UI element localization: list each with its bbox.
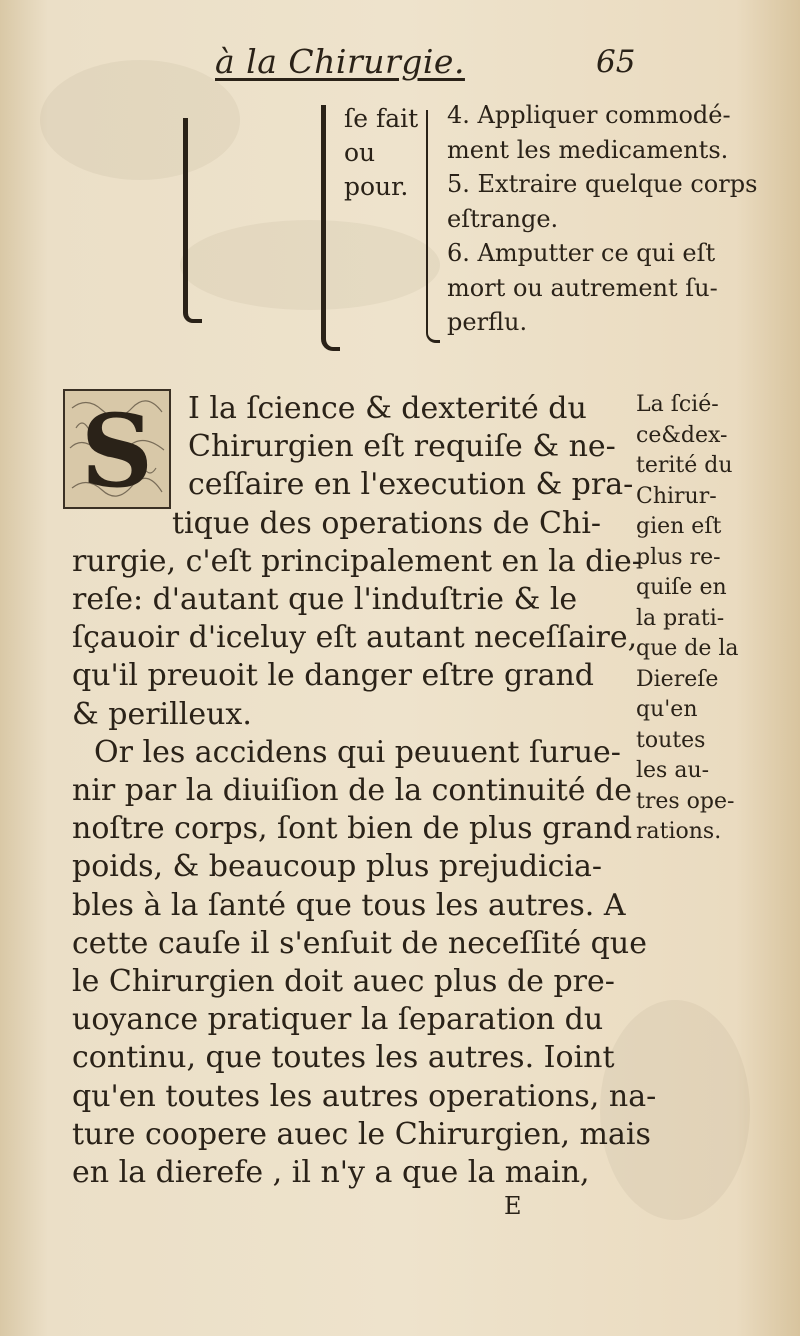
text-line: qu'en toutes les autres operations, na- [72, 1078, 657, 1114]
margin-line: plus re- [636, 544, 721, 570]
margin-line: toutes [636, 727, 706, 753]
signature-mark: E [504, 1192, 522, 1220]
text-line: tique des operations de Chi- [172, 505, 602, 541]
margin-line: terité du [636, 453, 733, 478]
middle-bracket-hook [321, 325, 340, 351]
middle-line: ou [344, 138, 376, 167]
margin-line: la prati- [636, 605, 725, 631]
text-line: bles à la ſanté que tous les autres. A [72, 887, 626, 923]
margin-line: que de la [636, 636, 739, 661]
text-line: rurgie, c'eſt principalement en la die- [72, 543, 642, 579]
text-line: poids, & beaucoup plus prejudicia- [72, 849, 603, 885]
text-line: reſe: d'autant que l'induſtrie & le [72, 582, 578, 618]
text-line: & perilleux. [72, 696, 252, 732]
text-line: Or les accidens qui peuuent ſurue- [94, 734, 621, 770]
marginal-note [636, 390, 786, 848]
text-line: qu'il preuoit le danger eſtre grand [72, 658, 594, 694]
text-line: ceſſaire en l'execution & pra- [188, 467, 634, 503]
paper-stain [40, 60, 240, 180]
text-line: continu, que toutes les autres. Ioint [72, 1040, 615, 1076]
text-line: ture coopere auec le Chirurgien, mais [72, 1116, 651, 1152]
margin-line: rations. [636, 819, 722, 844]
margin-line: La ſcié- [636, 392, 719, 417]
item-line: 6. Amputter ce qui eſt [447, 239, 716, 267]
margin-line: les au- [636, 758, 710, 783]
item-line: perflu. [447, 308, 528, 336]
middle-line: pour. [344, 172, 409, 201]
margin-line: tres ope- [636, 788, 735, 814]
item-line: 4. Appliquer commodé- [447, 101, 731, 129]
middle-bracket [321, 105, 326, 330]
inner-brace-hook [426, 320, 440, 343]
item-line: eſtrange. [447, 204, 559, 233]
text-line: ſçauoir d'iceluy eſt autant neceſſaire, [72, 620, 638, 656]
margin-line: Diereſe [636, 666, 719, 692]
margin-line: ce&dex- [636, 422, 728, 448]
main-paragraphs [72, 390, 657, 1192]
bracket-items [447, 98, 792, 340]
item-line: mort ou autrement ſu- [447, 273, 718, 302]
margin-line: gien eſt [636, 514, 722, 539]
bracket-middle-text [344, 102, 418, 204]
margin-line: Chirur- [636, 483, 717, 509]
text-line: le Chirurgien doit auec plus de pre- [72, 964, 615, 1000]
text-line: Chirurgien eſt requiſe & ne- [188, 429, 616, 465]
inner-brace [426, 110, 428, 330]
text-line: I la ſcience & dexterité du [188, 391, 587, 426]
running-header: à la Chirurgie. [215, 42, 465, 81]
margin-line: qu'en [636, 697, 698, 722]
item-line: ment les medicaments. [447, 135, 729, 164]
item-line: 5. Extraire quelque corps [447, 170, 758, 198]
text-line: uoyance pratiquer la ſeparation du [72, 1002, 604, 1038]
outer-bracket [183, 118, 188, 308]
text-line: nir par la diuiſion de la continuité de [72, 773, 632, 809]
paper-stain [180, 220, 440, 310]
text-line: cette cauſe il s'enſuit de neceſſité que [72, 925, 647, 961]
outer-bracket-hook [183, 303, 202, 323]
margin-line: quiſe en [636, 575, 727, 600]
drop-cap-letter: S [80, 392, 154, 510]
middle-line: ſe fait [344, 104, 419, 133]
text-line: noſtre corps, ſont bien de plus grand [72, 811, 633, 847]
page-number: 65 [596, 44, 636, 80]
text-line: en la dierefe , il n'y a que la main, [72, 1155, 590, 1191]
